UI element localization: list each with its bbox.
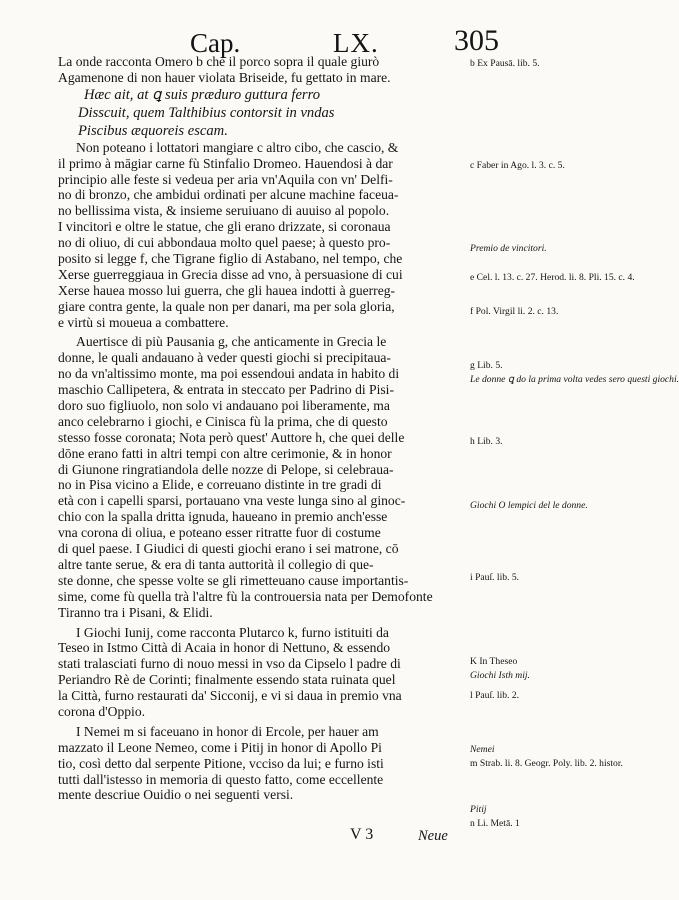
signature-mark: V 3 bbox=[350, 826, 374, 843]
margin-note: Giochi O lempici del le donne. bbox=[470, 500, 588, 511]
text-line: doro suo figliuolo, non solo vi andauano poi liberamente, ma bbox=[58, 398, 390, 414]
text-line: Xerse hauea mosso lui guerra, che gli hauea indotti à guerreg- bbox=[58, 282, 396, 298]
text-line: no di bronzo, che ambidui ordinati per alcune machine faceua- bbox=[58, 187, 399, 203]
text-line: I Nemei m si faceuano in honor di Ercole, per hauer am bbox=[76, 723, 379, 739]
text-line: stesso fosse coronata; Nota però quest' Auttore h, che quei delle bbox=[58, 429, 405, 445]
text-line: maschio Callipetera, & entrata in steccato per Padrino di Pisi- bbox=[58, 382, 394, 398]
text-line: tio, così detto dal serpente Pitione, vcciso da lui; e furno isti bbox=[58, 755, 384, 771]
text-line: Teseo in Istmo Città di Acaia in honor di Nettuno, & essendo bbox=[58, 640, 391, 656]
catchword: Neue bbox=[418, 828, 448, 844]
text-line: sime, come fù quella trà l'altre fù la controuersia nata per Demofonte bbox=[58, 588, 433, 604]
text-line: tutti dall'istesso in memoria di questo fatto, come eccellente bbox=[58, 771, 384, 787]
page-number: 305 bbox=[454, 24, 499, 57]
margin-note: i Pauſ. lib. 5. bbox=[470, 572, 520, 583]
text-line: no da vn'altissimo monte, ma poi essendoui andata in habito di bbox=[58, 366, 400, 382]
margin-note: f Pol. Virgil li. 2. c. 13. bbox=[470, 306, 559, 317]
text-line: la Città, furno restaurati da' Sicconij, e vi si daua in premio vna bbox=[58, 688, 402, 704]
verse-line: Disscuit, quem Talthibius contorsit in vndas bbox=[78, 104, 335, 121]
text-line: dōne erano fatti in altri tempi con altre cerimonie, & in honor bbox=[58, 445, 392, 461]
chapter-number: LX. bbox=[333, 28, 379, 58]
text-line: Agamenone di non hauer violata Briseide, fu gettato in mare. bbox=[58, 69, 391, 85]
text-line: mente descriue Ouidio o nei seguenti versi. bbox=[58, 787, 294, 803]
margin-note: Giochi Isth mij. bbox=[470, 670, 530, 681]
text-line: posito si legge f, che Tigrane figlio di Astabano, nel tempo, che bbox=[58, 251, 403, 267]
text-line: Auertisce di più Pausania g, che anticamente in Grecia le bbox=[76, 334, 387, 350]
text-line: mazzato il Leone Nemeo, come i Pitij in honor di Apollo Pi bbox=[58, 739, 382, 755]
text-line: no in Pisa vicino a Elide, e correuano distinte in tre gradi di bbox=[58, 477, 382, 493]
text-line: età con i capelli sparsi, portauano vna veste lunga sino al ginoc- bbox=[58, 493, 406, 509]
text-line: di quel paese. I Giudici di questi giochi erano i sei matrone, cō bbox=[58, 541, 399, 557]
text-line: Non poteano i lottatori mangiare c altro cibo, che cascio, & bbox=[76, 139, 399, 155]
margin-note: b Ex Pausā. lib. 5. bbox=[470, 58, 540, 69]
text-line: principio alle feste si vedeua per aria vn'Aquila con vn' Delfi- bbox=[58, 171, 393, 187]
text-line: corona d'Oppio. bbox=[58, 703, 146, 719]
text-line: I vincitori e oltre le statue, che gli erano drizzate, si coronaua bbox=[58, 219, 391, 235]
margin-note: c Faber in Ago. l. 3. c. 5. bbox=[470, 160, 565, 171]
text-line: anco celebrarno i giochi, e Cinisca fù la prima, che di questo bbox=[58, 413, 388, 429]
text-line: La onde racconta Omero b che il porco sopra il quale giurò bbox=[58, 54, 380, 69]
margin-note: l Pauſ. lib. 2. bbox=[470, 690, 520, 701]
text-line: vna corona di oliua, e poteano esser ritratte fuor di costume bbox=[58, 525, 381, 541]
verse-line: Piscibus æquoreis escam. bbox=[78, 122, 228, 139]
margin-note: Pitij bbox=[470, 804, 487, 815]
text-line: I Giochi Iunij, come racconta Plutarco k, furno istituiti da bbox=[76, 624, 389, 640]
margin-note: Premio de vincitori. bbox=[470, 243, 547, 254]
text-line: e virtù si moueua a combattere. bbox=[58, 314, 229, 330]
text-line: Xerse guerreggiaua in Grecia disse ad vno, à persuasione di cui bbox=[58, 266, 403, 282]
text-line: ste donne, che spesse volte se gli rimetteuano cause importantis- bbox=[58, 572, 409, 588]
text-line: altre tante serue, & era di tanta auttorità il collegio di que- bbox=[58, 556, 374, 572]
text-line: no bellissima vista, & insieme seruiuano di auuiso al popolo. bbox=[58, 203, 390, 219]
text-line: di Giunone ringratiandola delle nozze di Pelope, si celebraua- bbox=[58, 461, 394, 477]
margin-note: n Li. Metā. 1 bbox=[470, 818, 520, 829]
text-line: Periandro Rè de Corinti; finalmente essendo stata ruinata quel bbox=[58, 672, 396, 688]
margin-note: Nemei bbox=[470, 744, 495, 755]
margin-note: K In Theseo bbox=[470, 656, 518, 667]
text-line: giare contra gente, la quale non per danari, ma per sola gloria, bbox=[58, 298, 395, 314]
text-line: chio con la spalla dritta ignuda, haueano in premio anch'esse bbox=[58, 509, 388, 525]
text-line: il primo à māgiar carne fù Stinfalio Dromeo. Hauendosi à dar bbox=[58, 155, 393, 171]
margin-note: e Cel. l. 13. c. 27. Herod. li. 8. Pli. 15. c. 4. bbox=[470, 272, 635, 283]
text-line: no di oliuo, di cui abbondaua molto quel paese; à questo pro- bbox=[58, 235, 391, 251]
text-line: Tiranno tra i Pisani, & Elidi. bbox=[58, 604, 213, 620]
main-text-column bbox=[58, 54, 468, 803]
margin-note: Le donne ꝗ do la prima volta vedes sero questi giochi. bbox=[470, 374, 679, 385]
margin-note: m Strab. li. 8. Geogr. Poly. lib. 2. histor. bbox=[470, 758, 623, 769]
margin-note: g Lib. 5. bbox=[470, 360, 503, 371]
text-line: stati tralasciati furno di nouo messi in vso da Cipselo l padre di bbox=[58, 656, 401, 672]
chapter-label: Cap. bbox=[190, 28, 241, 58]
verse-line: Hæc ait, at ꝗ suis præduro guttura ferro bbox=[84, 86, 321, 103]
text-line: donne, le quali andauano à veder questi giochi si precipitaua- bbox=[58, 350, 391, 366]
margin-note: h Lib. 3. bbox=[470, 436, 503, 447]
